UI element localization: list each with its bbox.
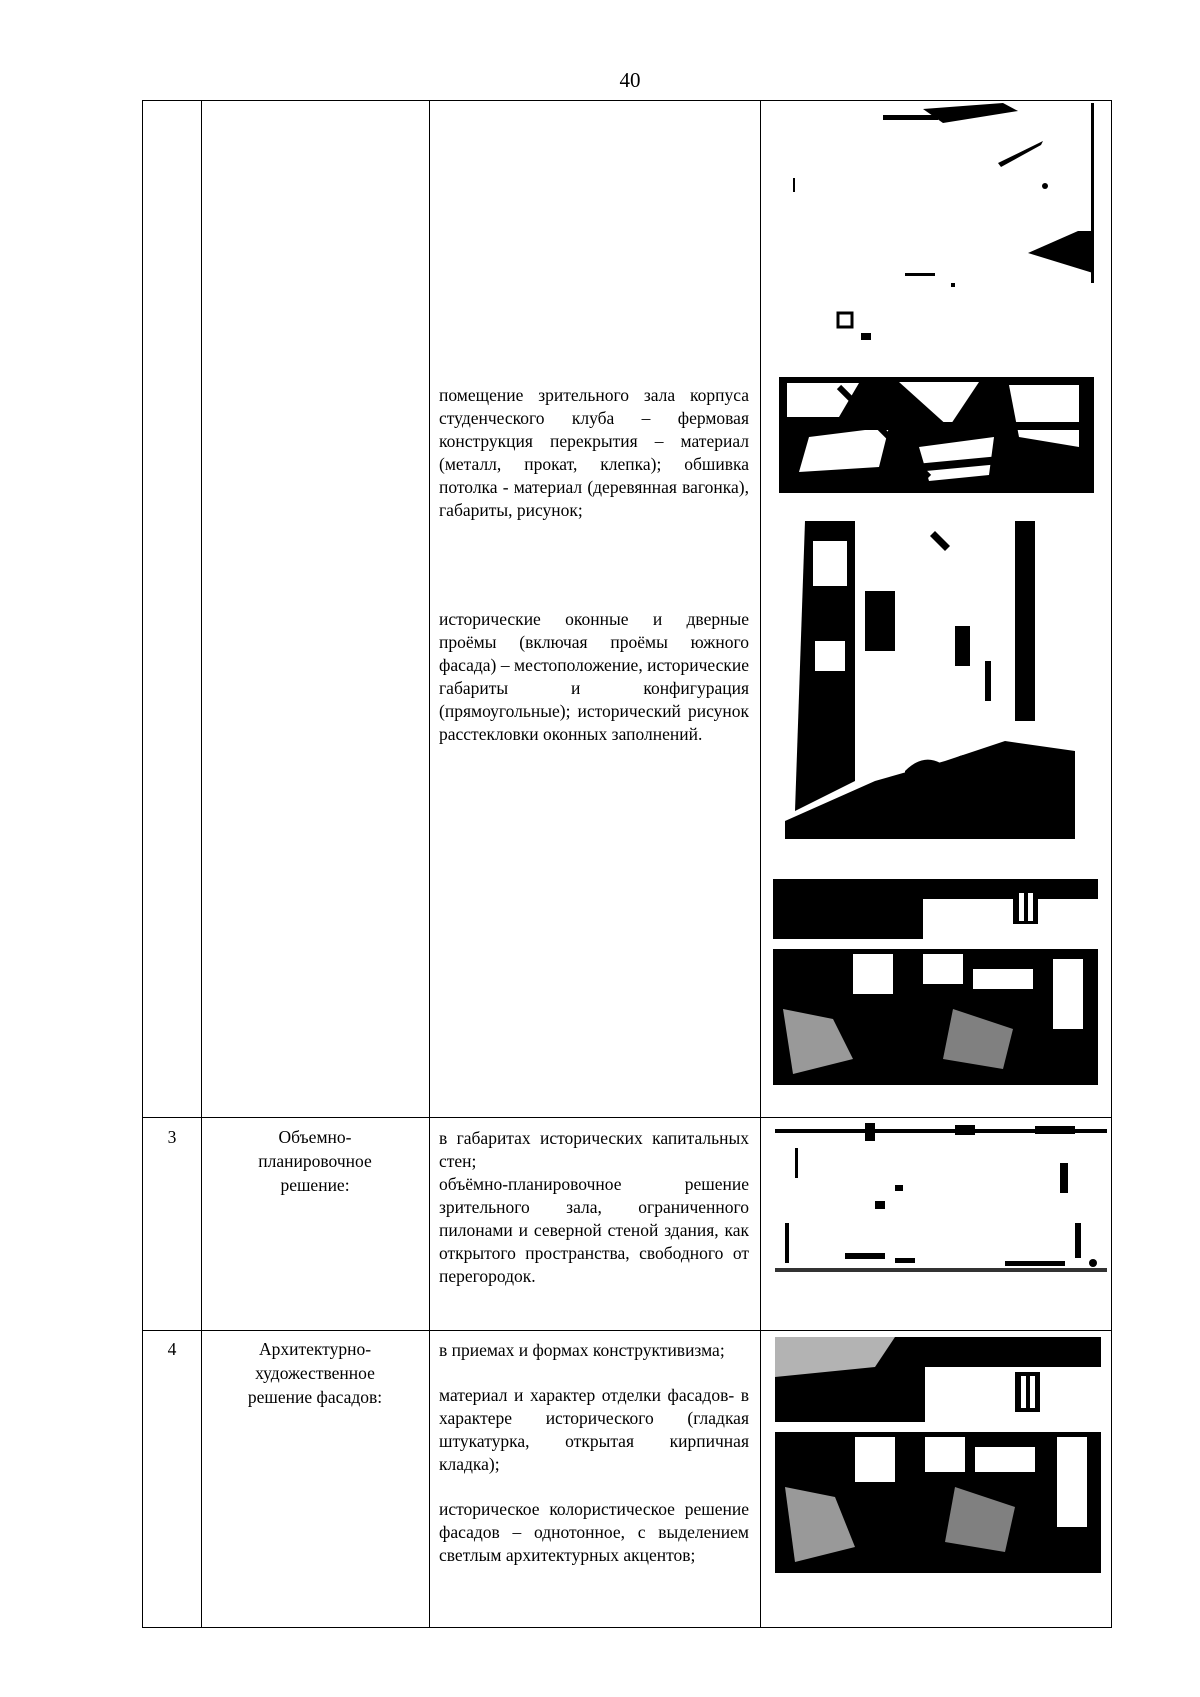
row-description: [439, 1127, 749, 1288]
window-interior-photo: [785, 521, 1075, 839]
protected-elements-table: [142, 100, 1112, 1628]
row-number: 4: [167, 1339, 177, 1359]
row-divider: [143, 1330, 1111, 1331]
row-name: [201, 1125, 429, 1197]
description-paragraph: материал и характер отделки фасадов- в характере исторического (гладкая штукатурка, открытая кирпичная кладка);: [439, 1385, 749, 1474]
row-description: [439, 1339, 749, 1567]
description-paragraph: в приемах и формах конструктивизма;: [439, 1340, 725, 1360]
facade-photo-2: [775, 1337, 1101, 1573]
column-divider: [760, 101, 761, 1627]
row-name-line: решение:: [280, 1175, 350, 1195]
description-paragraph: историческое колористическое решение фасадов – однотонное, с выделением светлым архитектурных акцентов;: [439, 1499, 749, 1565]
hall-interior-photo: [775, 1123, 1107, 1288]
row-name-line: планировочное: [258, 1151, 372, 1171]
page-number: 40: [619, 68, 641, 92]
row-divider: [143, 1117, 1111, 1118]
row-name-line: решение фасадов:: [247, 1387, 383, 1407]
row-name: [201, 1337, 429, 1409]
description-paragraph: помещение зрительного зала корпуса студенческого клуба – фермовая конструкция перекрытия – материал (металл, прокат, клепка); обшивка потолка - материал (деревянная вагонка), габариты, рисунок;: [439, 385, 749, 520]
description-paragraph: исторические оконные и дверные проёмы (включая проёмы южного фасада) – местоположение, исторические габариты и конфигурация (прямоугольные); исторический рисунок расстекловки оконных заполнений.: [439, 609, 749, 744]
row-continued-description: [439, 384, 749, 746]
description-paragraph: объёмно-планировочное решение зрительного зала, ограниченного пилонами и северной стеной здания, как открытого пространства, свободного от перегородок.: [439, 1174, 749, 1286]
description-paragraph: в габаритах исторических капитальных стен;: [439, 1128, 749, 1171]
row-number: 3: [167, 1127, 177, 1147]
row-name-line: Объемно-: [278, 1127, 352, 1147]
row-name-line: Архитектурно-: [258, 1339, 372, 1359]
column-divider: [429, 101, 430, 1627]
truss-photo: [779, 377, 1094, 493]
row-name-line: художественное: [255, 1363, 375, 1383]
ceiling-photo: [773, 103, 1103, 353]
facade-photo: [773, 879, 1098, 1085]
